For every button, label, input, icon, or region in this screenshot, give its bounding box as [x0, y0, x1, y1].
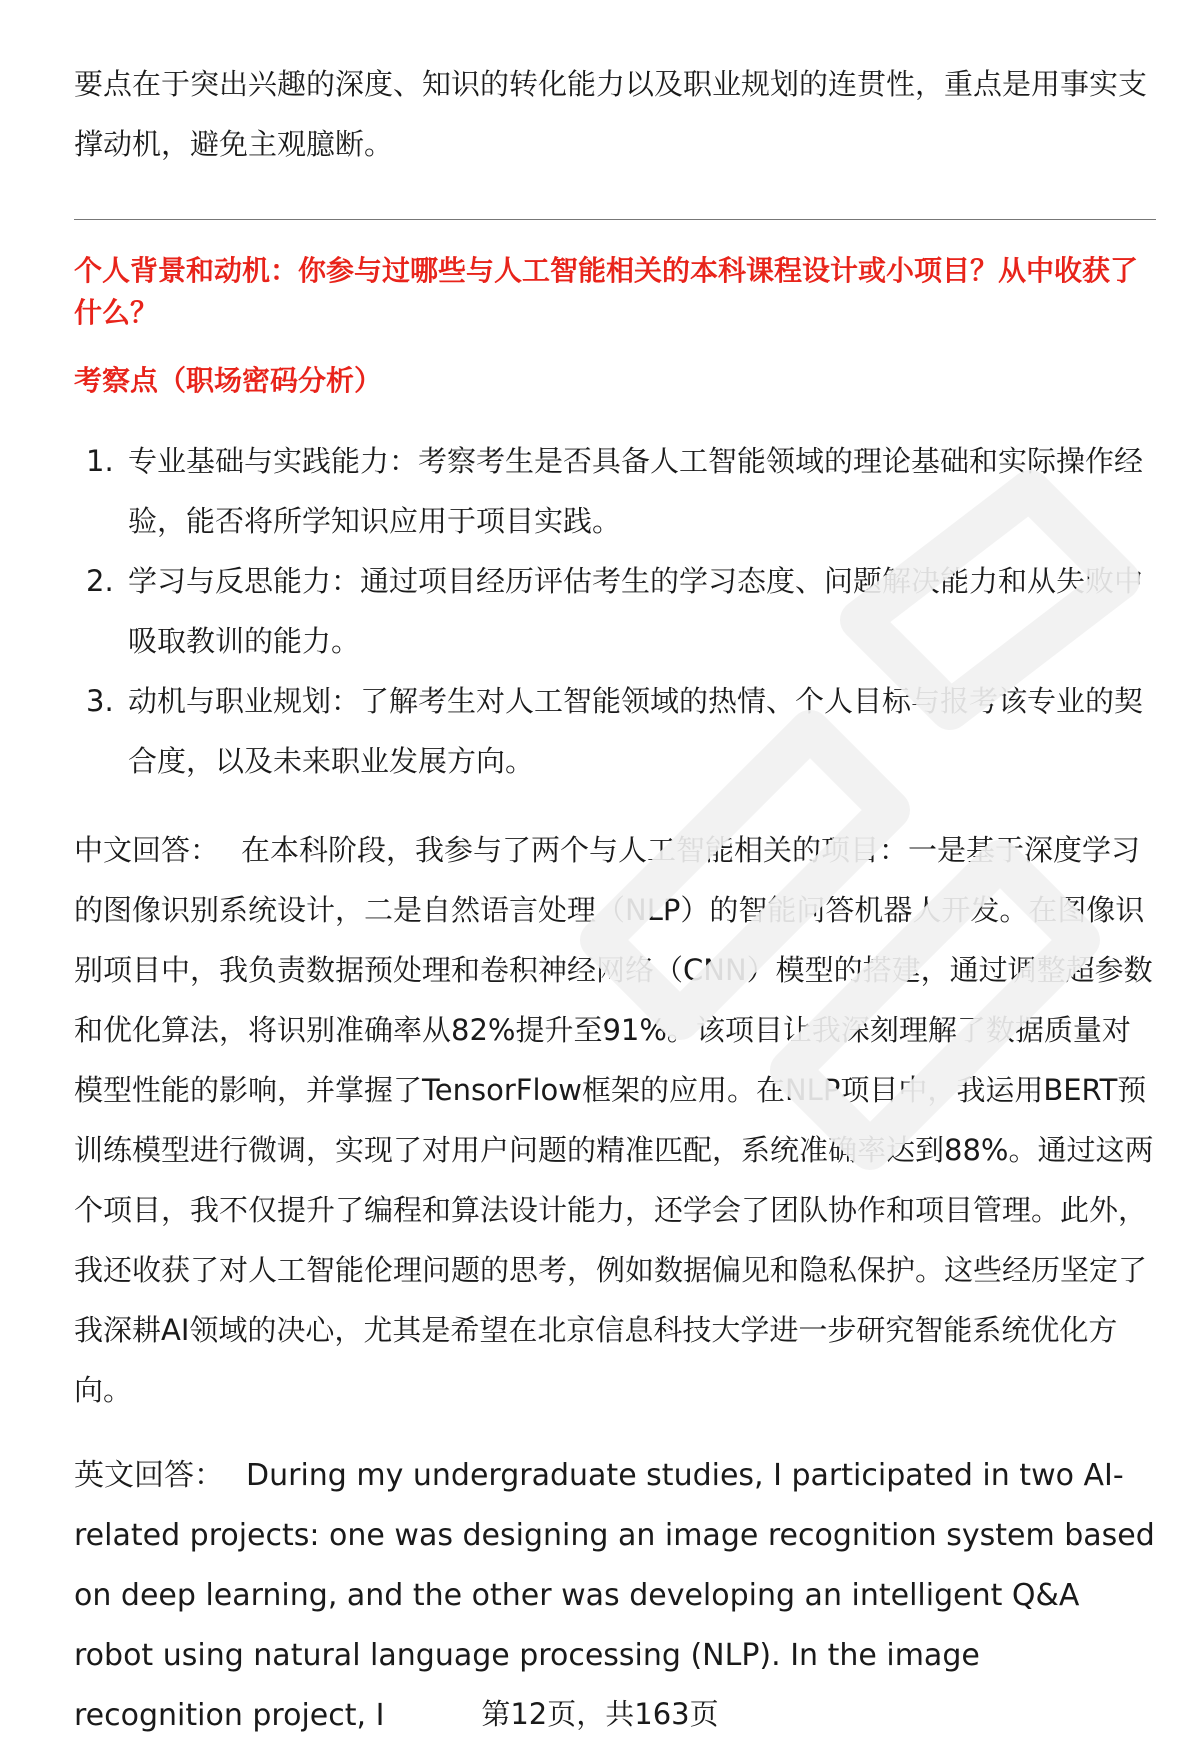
english-answer-label: 英文回答： — [74, 1458, 224, 1493]
section-divider — [74, 219, 1156, 220]
list-item — [74, 551, 1156, 671]
chinese-answer-label: 中文回答： — [74, 833, 220, 867]
page-number: 第12页，共163页 — [481, 1697, 719, 1731]
list-item — [74, 671, 1156, 791]
interview-question: 个人背景和动机：你参与过哪些与人工智能相关的本科课程设计或小项目？从中收获了什么？ — [74, 254, 1139, 329]
chinese-answer-paragraph — [74, 820, 1156, 1420]
intro-paragraph: 要点在于突出兴趣的深度、知识的转化能力以及职业规划的连贯性，重点是用事实支撑动机，避免主观臆断。 — [74, 67, 1148, 161]
chinese-answer-text: 在本科阶段，我参与了两个与人工智能相关的项目：一是基于深度学习的图像识别系统设计，二是自然语言处理（NLP）的智能问答机器人开发。在图像识别项目中，我负责数据预处理和卷积神经网络（CNN）模型的搭建，通过调整超参数和优化算法，将识别准确率从82%提升至91%。该项目让我深刻理解了数据质量对模型性能的影响，并掌握了TensorFlow框架的应用。在NLP项目中，我运用BERT预训练模型进行微调，实现了对用户问题的精准匹配，系统准确率达到88%。通过这两个项目，我不仅提升了编程和算法设计能力，还学会了团队协作和项目管理。此外，我还收获了对人工智能伦理问题的思考，例如数据偏见和隐私保护。这些经历坚定了我深耕AI领域的决心，尤其是希望在北京信息科技大学进一步研究智能系统优化方向。 — [74, 833, 1154, 1407]
list-item-text: 专业基础与实践能力：考察考生是否具备人工智能领域的理论基础和实际操作经验，能否将所学知识应用于项目实践。 — [128, 444, 1144, 538]
list-item-number: 3. — [86, 684, 114, 718]
list-item-number: 2. — [86, 564, 114, 598]
list-item-number: 1. — [86, 444, 114, 478]
assessment-points-list — [74, 431, 1156, 791]
list-item-text: 学习与反思能力：通过项目经历评估考生的学习态度、问题解决能力和从失败中吸取教训的能力。 — [128, 564, 1144, 658]
section-title: 考察点（职场密码分析） — [74, 364, 383, 397]
english-answer-text: During my undergraduate studies, I participated in two AI-related projects: one was designing an image recognition system based on deep learning, and the other was developing an intelligent Q&A robot using natural language processing (NLP). In the image recognition project, I — [74, 1458, 1155, 1733]
list-item-text: 动机与职业规划：了解考生对人工智能领域的热情、个人目标与报考该专业的契合度，以及未来职业发展方向。 — [128, 684, 1144, 778]
list-item — [74, 431, 1156, 551]
